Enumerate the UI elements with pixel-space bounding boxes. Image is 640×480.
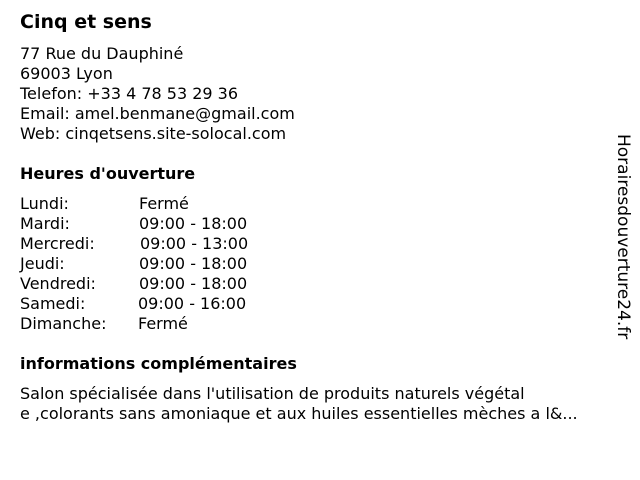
hours-day: Mercredi: [20, 234, 95, 253]
hours-day: Dimanche: [20, 314, 107, 333]
city-postal: 69003 Lyon [20, 64, 113, 83]
hours-time: Fermé [139, 194, 189, 213]
hours-time: 09:00 - 16:00 [138, 294, 247, 313]
business-name: Cinq et sens [20, 11, 152, 33]
additional-info-heading: informations complémentaires [20, 354, 297, 373]
hours-time: 09:00 - 18:00 [139, 214, 248, 233]
description-line: e ,colorants sans amoniaque et aux huiles essentielles mèches a l&... [20, 404, 578, 423]
hours-day: Mardi: [20, 214, 70, 233]
website: Web: cinqetsens.site-solocal.com [20, 124, 287, 143]
email-address: Email: amel.benmane@gmail.com [20, 104, 295, 123]
hours-day: Vendredi: [20, 274, 96, 293]
opening-hours-heading: Heures d'ouverture [20, 164, 196, 183]
hours-time: 09:00 - 18:00 [139, 254, 248, 273]
street-address: 77 Rue du Dauphiné [20, 44, 184, 63]
hours-time: 09:00 - 13:00 [140, 234, 249, 253]
business-description [20, 384, 630, 424]
hours-time: Fermé [138, 314, 188, 333]
hours-time: 09:00 - 18:00 [139, 274, 248, 293]
hours-day: Jeudi: [20, 254, 65, 273]
description-line: Salon spécialisée dans l'utilisation de produits naturels végétal [20, 384, 525, 403]
hours-day: Samedi: [20, 294, 86, 313]
site-watermark-text: Horairesdouverture24.fr [613, 134, 633, 340]
hours-day: Lundi: [20, 194, 69, 213]
site-watermark [604, 134, 634, 344]
phone-number: Telefon: +33 4 78 53 29 36 [20, 84, 239, 103]
contact-block [20, 44, 295, 144]
